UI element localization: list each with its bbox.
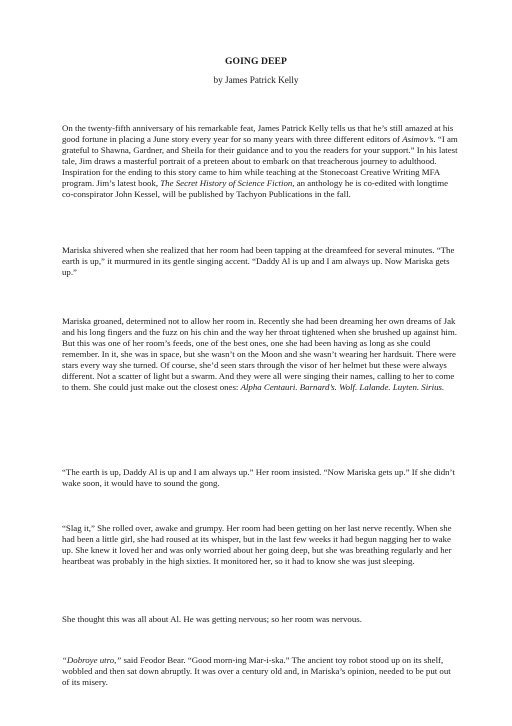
intro-text-1: On the twenty-fifth anniversary of his remarkable feat, James Patrick Kelly tells us that he’s still amazed at his good fortune in placing a June story every year for so many years with three different editors of xyxy=(62,123,454,144)
paragraph-6-text: said Feodor Bear. “Good morn-ing Mar-i-ska.” The ancient toy robot stood up on its shelf, wobbled and then sat down abruptly. It was over a century old and, in Mariska’s opinion, needed to be put out of its misery. xyxy=(62,655,451,687)
intro-paragraph xyxy=(62,123,460,200)
paragraph-6-greeting: “Dobroye utro,” xyxy=(62,655,122,665)
intro-text-3: an anthology he is co-edited with longtime co-conspirator John Kessel, will be published by Tachyon Publications in the fall. xyxy=(62,178,449,199)
intro-magazine-title: Asimov’s. xyxy=(402,134,436,144)
paragraph-6 xyxy=(62,655,460,688)
intro-text-2: “I am grateful to Shawna, Gardner, and Sheila for their guidance and to you the readers for your support.” In his latest tale, Jim draws a masterful portrait of a preteen about to embark on that treacherous journey to adulthood. Inspiration for the ending to this story came to him while teaching at the Stonecoast Creative Writing MFA program. Jim’s latest book, xyxy=(62,134,458,188)
paragraph-2-text: Mariska groaned, determined not to allow her room in. Recently she had been dreaming her own dreams of Jak and his long fingers and the fuzz on his chin and the way her throat tightened when she brushed up against him. But this was one of her room’s feeds, one of the best ones, one she had been having as long as she could remember. In it, she was in space, but she wasn’t on the Moon and she wasn’t wearing her hardsuit. There were stars every way she turned. Of course, she’d seen stars through the visor of her helmet but these were always different. Not a scatter of light but a swarm. And they were all were singing their names, calling to her to come to them. She could just make out the closest ones: xyxy=(62,316,457,392)
story-title: GOING DEEP xyxy=(224,56,288,67)
byline: by James Patrick Kelly xyxy=(213,75,299,85)
paragraph-3: “The earth is up, Daddy Al is up and I am always up.” Her room insisted. “Now Mariska gets up.” If she didn’t wake soon, it would have to sound the gong. xyxy=(62,467,455,488)
paragraph-2-star-names: Alpha Centauri. Barnard’s. Wolf. Lalande. Luyten. Sirius. xyxy=(240,382,445,392)
paragraph-2 xyxy=(62,316,460,393)
paragraph-1: Mariska shivered when she realized that her room had been tapping at the dreamfeed for several minutes. “The earth is up,” it murmured in its gentle singing accent. “Daddy Al is up and I am always up. Now Mariska gets up.” xyxy=(62,245,455,277)
intro-book-title: The Secret History of Science Fiction, xyxy=(160,178,295,188)
paragraph-4: “Slag it,” She rolled over, awake and grumpy. Her room had been getting on her last nerve recently. When she had been a little girl, she had roused at its whisper, but in the last few weeks it had begun nagging her to wake up. She knew it loved her and was only worried about her going deep, but she was breathing regularly and her heartbeat was probably in the high sixties. It monitored her, so it had to know she was just sleeping. xyxy=(62,523,452,566)
paragraph-5: She thought this was all about Al. He was getting nervous; so her room was nervous. xyxy=(62,614,362,624)
